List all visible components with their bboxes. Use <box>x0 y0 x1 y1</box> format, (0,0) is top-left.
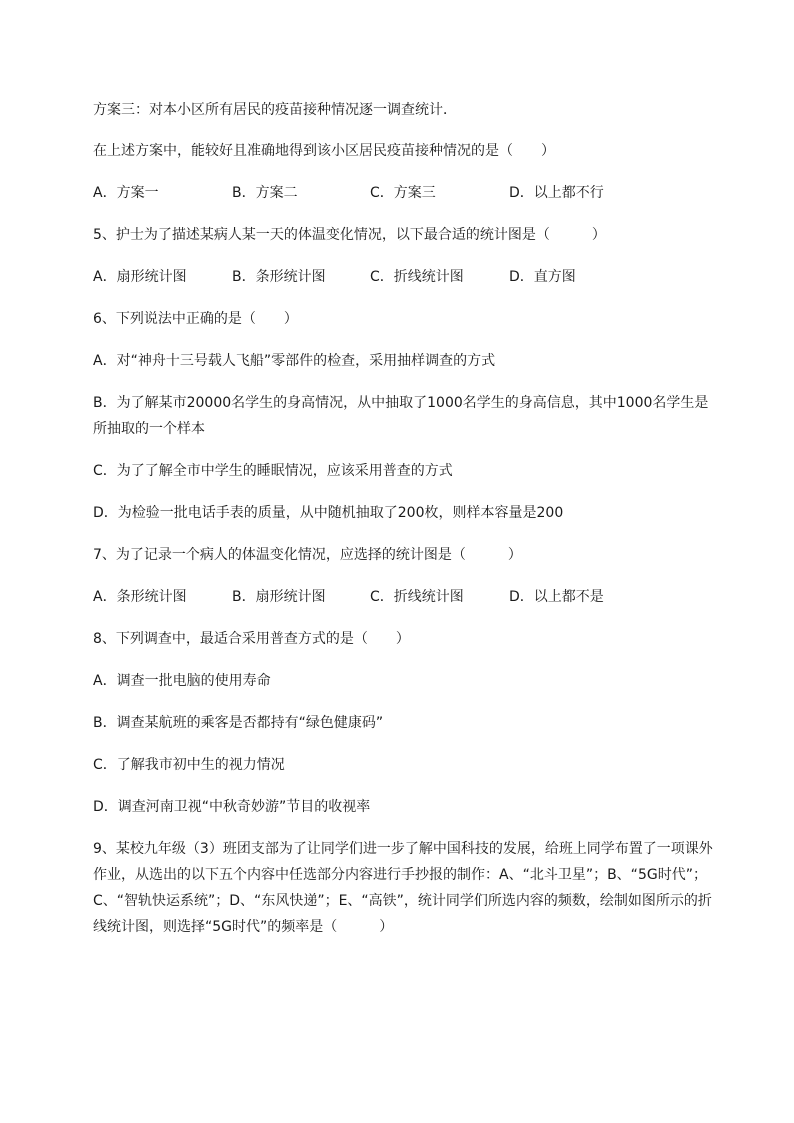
question-4-option-a: A．方案一 <box>93 185 159 201</box>
question-6-option-b: B．为了解某市20000名学生的身高情况，从中抽取了1000名学生的身高信息，其中1000名学生是所抽取的一个样本 <box>93 395 709 437</box>
question-5-option-d: D．直方图 <box>509 269 576 285</box>
question-8-stem: 8、下列调查中，最适合采用普查方式的是（ ） <box>93 631 410 647</box>
question-4-option-d: D．以上都不行 <box>509 185 604 201</box>
question-6-option-c: C．为了了解全市中学生的睡眠情况，应该采用普查的方式 <box>93 463 453 479</box>
question-9-text: 9、某校九年级（3）班团支部为了让同学们进一步了解中国科技的发展，给班上同学布置了一项课外作业，从选出的以下五个内容中任选部分内容进行手抄报的制作：A、“北斗卫星”；B、“5G时代”；C、“智轨快运系统”；D、“东风快递”；E、“高铁”，统计同学们所选内容的频数，绘制如图所示的折线统计图，则选择“5G时代”的频率是（ ） <box>93 841 713 935</box>
question-8-option-d: D．调查河南卫视“中秋奇妙游”节目的收视率 <box>93 799 371 815</box>
question-5-option-a: A．扇形统计图 <box>93 269 187 285</box>
question-5-option-c: C．折线统计图 <box>370 269 464 285</box>
question-6-option-d: D．为检验一批电话手表的质量，从中随机抽取了200枚，则样本容量是200 <box>93 505 564 521</box>
question-6-stem: 6、下列说法中正确的是（ ） <box>93 311 298 327</box>
question-7-option-a: A．条形统计图 <box>93 589 187 605</box>
question-7-option-c: C．折线统计图 <box>370 589 464 605</box>
question-8-option-b: B．调查某航班的乘客是否都持有“绿色健康码” <box>93 715 384 731</box>
question-7-stem: 7、为了记录一个病人的体温变化情况，应选择的统计图是（ ） <box>93 547 522 563</box>
question-4-option-b: B．方案二 <box>232 185 298 201</box>
question-7-option-b: B．扇形统计图 <box>232 589 326 605</box>
question-6-option-a: A．对“神舟十三号载人飞船”零部件的检查，采用抽样调查的方式 <box>93 353 496 369</box>
question-8-option-a: A．调查一批电脑的使用寿命 <box>93 673 271 689</box>
question-8-option-c: C．了解我市初中生的视力情况 <box>93 757 285 773</box>
question-7-option-d: D．以上都不是 <box>509 589 604 605</box>
question-4-stem: 在上述方案中，能较好且准确地得到该小区居民疫苗接种情况的是（ ） <box>93 143 555 159</box>
question-5-stem: 5、护士为了描述某病人某一天的体温变化情况，以下最合适的统计图是（ ） <box>93 227 606 243</box>
plan-three-text: 方案三：对本小区所有居民的疫苗接种情况逐一调查统计． <box>93 102 457 118</box>
question-5-option-b: B．条形统计图 <box>232 269 326 285</box>
question-4-option-c: C．方案三 <box>370 185 436 201</box>
